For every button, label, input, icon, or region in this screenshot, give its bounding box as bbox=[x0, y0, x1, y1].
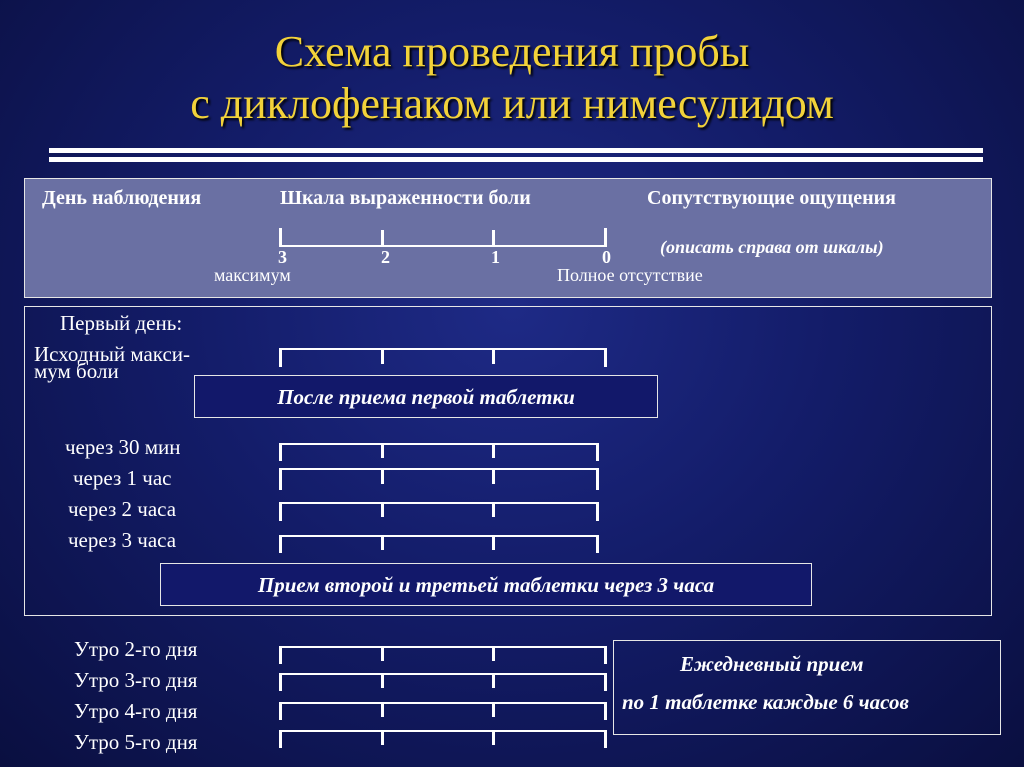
daily-intake-line-2: по 1 таблетке каждые 6 часов bbox=[622, 690, 909, 714]
scale-3h-line bbox=[279, 535, 599, 537]
morning-day4-label: Утро 4-го дня bbox=[74, 699, 198, 723]
scale-2h-tick bbox=[596, 502, 599, 521]
scale-day3-tick bbox=[604, 673, 607, 691]
baseline-scale-tick bbox=[279, 348, 282, 367]
baseline-label-line-2: мум боли bbox=[34, 359, 119, 383]
header-scale-tick-2 bbox=[381, 230, 384, 246]
scale-day2-tick bbox=[604, 646, 607, 664]
scale-day4-tick bbox=[381, 702, 384, 717]
slide-title-line-2: с диклофенаком или нимесулидом bbox=[190, 79, 834, 128]
scale-1h-tick bbox=[381, 468, 384, 484]
scale-day4-tick bbox=[492, 702, 495, 717]
header-scale-tick-3 bbox=[279, 228, 282, 247]
time-row-30min-label: через 30 мин bbox=[65, 435, 181, 459]
baseline-scale-line bbox=[279, 348, 607, 350]
scale-number-3: 3 bbox=[278, 247, 287, 267]
daily-intake-line-1: Ежедневный прием bbox=[680, 652, 864, 676]
title-divider-top bbox=[49, 148, 983, 153]
baseline-scale-tick bbox=[381, 348, 384, 364]
header-pain-scale-line bbox=[279, 245, 607, 247]
scale-3h-tick bbox=[381, 535, 384, 550]
scale-2h-tick bbox=[279, 502, 282, 521]
scale-3h-tick bbox=[492, 535, 495, 550]
scale-day2-tick bbox=[279, 646, 282, 664]
scale-day4-tick bbox=[279, 702, 282, 720]
scale-day3-tick bbox=[381, 673, 384, 688]
scale-2h-tick bbox=[492, 502, 495, 517]
scale-day2-line bbox=[279, 646, 607, 648]
baseline-scale-tick bbox=[604, 348, 607, 367]
scale-max-label: максимум bbox=[214, 265, 291, 285]
scale-1h-tick bbox=[596, 468, 599, 490]
scale-3h-tick bbox=[596, 535, 599, 553]
first-day-label: Первый день: bbox=[60, 311, 183, 335]
header-pain-scale-label: Шкала выраженности боли bbox=[280, 187, 531, 209]
scale-number-2: 2 bbox=[381, 247, 390, 267]
scale-min-label: Полное отсутствие bbox=[557, 265, 703, 285]
header-scale-tick-1 bbox=[492, 230, 495, 246]
scale-day5-tick bbox=[279, 730, 282, 748]
header-sensations-label: Сопутствующие ощущения bbox=[647, 187, 896, 209]
header-scale-tick-0 bbox=[604, 228, 607, 247]
time-row-2h-label: через 2 часа bbox=[68, 497, 177, 521]
scale-day3-tick bbox=[279, 673, 282, 691]
second-third-pill-label: Прием второй и третьей таблетки через 3 часа bbox=[257, 573, 715, 597]
scale-30min-line bbox=[279, 443, 599, 445]
scale-day5-line bbox=[279, 730, 607, 732]
morning-day5-label: Утро 5-го дня bbox=[74, 730, 198, 754]
scale-30min-tick bbox=[279, 443, 282, 461]
scale-30min-tick bbox=[596, 443, 599, 461]
scale-30min-tick bbox=[381, 443, 384, 458]
scale-day3-tick bbox=[492, 673, 495, 688]
after-first-pill-box bbox=[194, 375, 658, 418]
scale-day2-tick bbox=[492, 646, 495, 661]
time-row-3h-label: через 3 часа bbox=[68, 528, 177, 552]
baseline-label-line-1: Исходный макси- bbox=[34, 342, 191, 366]
scale-2h-line bbox=[279, 502, 599, 504]
slide-title-line-1: Схема проведения пробы bbox=[274, 27, 750, 76]
scale-2h-tick bbox=[381, 502, 384, 517]
after-first-pill-label: После приема первой таблетки bbox=[277, 385, 575, 409]
scale-day5-tick bbox=[381, 730, 384, 745]
morning-day3-label: Утро 3-го дня bbox=[74, 668, 198, 692]
scale-day3-line bbox=[279, 673, 607, 675]
morning-day2-label: Утро 2-го дня bbox=[74, 637, 198, 661]
scale-number-0: 0 bbox=[602, 247, 611, 267]
second-third-pill-box bbox=[160, 563, 812, 606]
sensations-note: (описать справа от шкалы) bbox=[660, 237, 884, 257]
scale-1h-tick bbox=[492, 468, 495, 484]
scale-number-1: 1 bbox=[491, 247, 500, 267]
scale-1h-line bbox=[279, 468, 599, 470]
time-row-1h-label: через 1 час bbox=[73, 466, 172, 490]
scale-day4-tick bbox=[604, 702, 607, 720]
scale-day5-tick bbox=[604, 730, 607, 748]
title-divider-bottom bbox=[49, 157, 983, 162]
baseline-scale-tick bbox=[492, 348, 495, 364]
header-day-label: День наблюдения bbox=[42, 187, 202, 209]
scale-day2-tick bbox=[381, 646, 384, 661]
scale-day5-tick bbox=[492, 730, 495, 745]
scale-30min-tick bbox=[492, 443, 495, 458]
scale-day4-line bbox=[279, 702, 607, 704]
scale-1h-tick bbox=[279, 468, 282, 490]
scale-3h-tick bbox=[279, 535, 282, 553]
